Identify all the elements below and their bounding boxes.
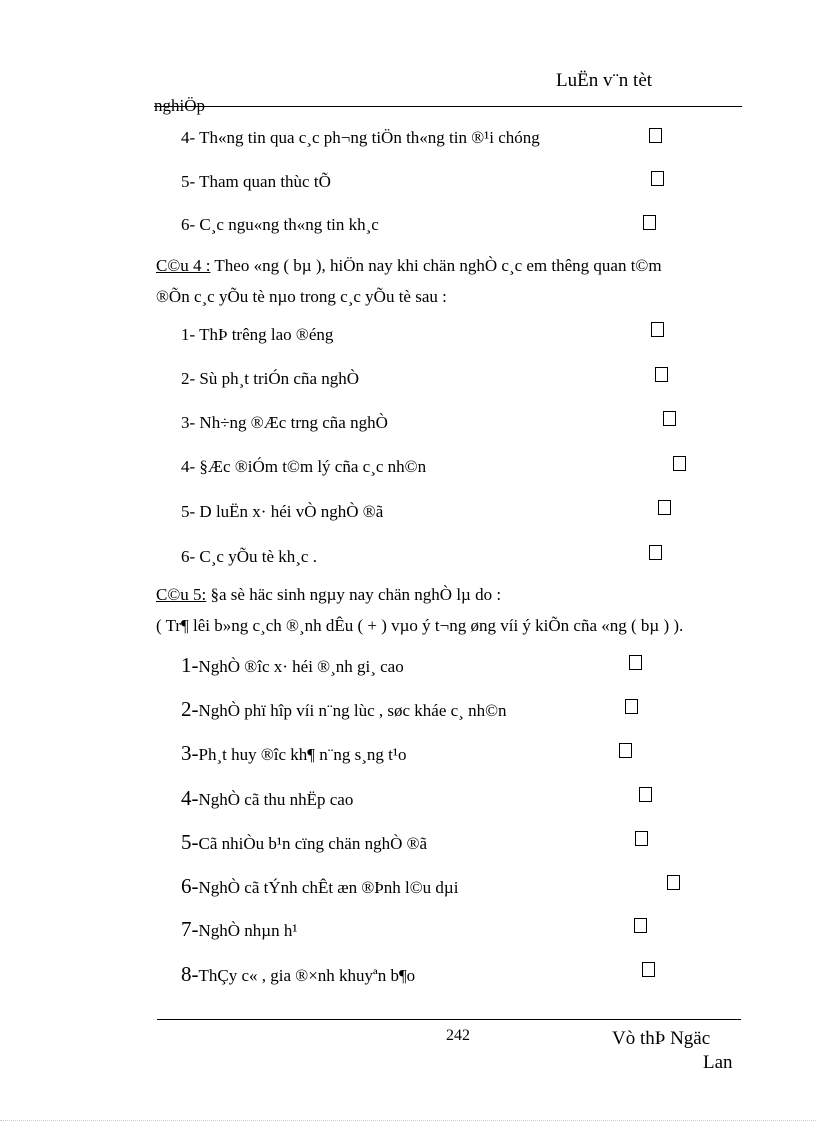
- item-number: 4-: [181, 457, 196, 476]
- checkbox[interactable]: [629, 655, 642, 670]
- checkbox[interactable]: [635, 831, 648, 846]
- item-text: Th«ng tin qua c¸c ph¬ng tiÖn th«ng tin ®¹i chóng: [199, 128, 540, 147]
- list-item: [181, 874, 458, 899]
- list-item: [181, 786, 353, 811]
- item-text: Ph¸t huy ®îc kh¶ n¨ng s¸ng t¹o: [198, 745, 407, 764]
- checkbox[interactable]: [663, 411, 676, 426]
- item-text: NghÒ phï hîp víi n¨ng lùc , søc kháe c¸ nh©n: [198, 701, 507, 720]
- item-text: ThÇy c« , gia ®×nh khuyªn b¶o: [198, 966, 416, 985]
- list-item: [181, 830, 427, 855]
- item-text: §Æc ®iÓm t©m lý cña c¸c nh©n: [199, 457, 427, 476]
- checkbox[interactable]: [639, 787, 652, 802]
- item-number: 1-: [181, 325, 196, 344]
- question-4-label: C©u 4 :: [156, 256, 211, 275]
- question-5-line2: ( Tr¶ lêi b»ng c¸ch ®¸nh dÊu ( + ) vµo ý t¬ng øng víi ý kiÕn cña «ng ( bµ ) ).: [156, 616, 684, 635]
- checkbox[interactable]: [651, 322, 664, 337]
- checkbox[interactable]: [658, 500, 671, 515]
- item-text: Cã nhiÒu b¹n cïng chän nghÒ ®ã: [198, 834, 428, 853]
- checkbox[interactable]: [673, 456, 686, 471]
- item-text: ThÞ trêng lao ®éng: [199, 325, 334, 344]
- list-item: [181, 369, 359, 389]
- item-text: NghÒ cã thu nhËp cao: [198, 790, 354, 809]
- list-item: [181, 128, 540, 148]
- checkbox[interactable]: [625, 699, 638, 714]
- header-rule: [154, 106, 742, 107]
- question-4-line1: [156, 256, 662, 276]
- question-4-text: Theo «ng ( bµ ), hiÖn nay khi chän nghÒ c¸c em thêng quan t©m: [210, 256, 662, 275]
- item-text: Tham quan thùc tÕ: [199, 172, 331, 191]
- item-number: 2-: [181, 697, 199, 721]
- question-5-text: §a sè häc sinh ngµy nay chän nghÒ lµ do :: [206, 585, 502, 604]
- checkbox[interactable]: [634, 918, 647, 933]
- list-item: [181, 547, 317, 567]
- item-text: D luËn x· héi vÒ nghÒ ®ã: [199, 502, 384, 521]
- item-number: 5-: [181, 830, 199, 854]
- item-text: C¸c ngu«ng th«ng tin kh¸c: [199, 215, 379, 234]
- item-number: 6-: [181, 215, 196, 234]
- item-number: 4-: [181, 786, 199, 810]
- item-number: 2-: [181, 369, 196, 388]
- question-5-label: C©u 5:: [156, 585, 207, 604]
- footer-rule: [157, 1019, 741, 1020]
- header-title: LuËn v¨n tèt: [556, 70, 653, 91]
- item-number: 6-: [181, 547, 196, 566]
- item-text: Sù ph¸t triÓn cña nghÒ: [199, 369, 360, 388]
- question-5-line1: [156, 585, 501, 605]
- checkbox[interactable]: [619, 743, 632, 758]
- item-number: 4-: [181, 128, 196, 147]
- item-number: 3-: [181, 741, 199, 765]
- item-text: NghÒ nhµn h¹: [198, 921, 298, 940]
- list-item: [181, 215, 379, 235]
- checkbox[interactable]: [651, 171, 664, 186]
- header-left: nghiÖp: [154, 96, 205, 115]
- item-text: Nh÷ng ®Æc trng cña nghÒ: [199, 413, 388, 432]
- list-item: [181, 962, 415, 987]
- checkbox[interactable]: [649, 545, 662, 560]
- list-item: [181, 917, 297, 942]
- item-number: 8-: [181, 962, 199, 986]
- list-item: [181, 172, 331, 192]
- item-number: 7-: [181, 917, 199, 941]
- list-item: [181, 653, 404, 678]
- page-number: 242: [446, 1027, 470, 1044]
- list-item: [181, 413, 388, 433]
- list-item: [181, 325, 333, 345]
- checkbox[interactable]: [649, 128, 662, 143]
- checkbox[interactable]: [643, 215, 656, 230]
- page-bottom-dotted-rule: [0, 1120, 816, 1121]
- question-4-line2: ®Õn c¸c yÕu tè nµo trong c¸c yÕu tè sau :: [156, 287, 447, 306]
- list-item: [181, 697, 507, 722]
- item-number: 3-: [181, 413, 196, 432]
- list-item: [181, 741, 406, 766]
- list-item: [181, 502, 383, 522]
- checkbox[interactable]: [655, 367, 668, 382]
- item-number: 6-: [181, 874, 199, 898]
- author-name-line1: Vò thÞ Ngäc: [612, 1028, 711, 1049]
- checkbox[interactable]: [642, 962, 655, 977]
- item-text: C¸c yÕu tè kh¸c .: [199, 547, 317, 566]
- list-item: [181, 457, 426, 477]
- item-text: NghÒ ®îc x· héi ®¸nh gi¸ cao: [198, 657, 404, 676]
- item-number: 5-: [181, 172, 196, 191]
- checkbox[interactable]: [667, 875, 680, 890]
- item-number: 1-: [181, 653, 199, 677]
- item-number: 5-: [181, 502, 196, 521]
- author-name-line2: Lan: [703, 1052, 733, 1073]
- item-text: NghÒ cã tÝnh chÊt æn ®Þnh l©u dµi: [198, 878, 459, 897]
